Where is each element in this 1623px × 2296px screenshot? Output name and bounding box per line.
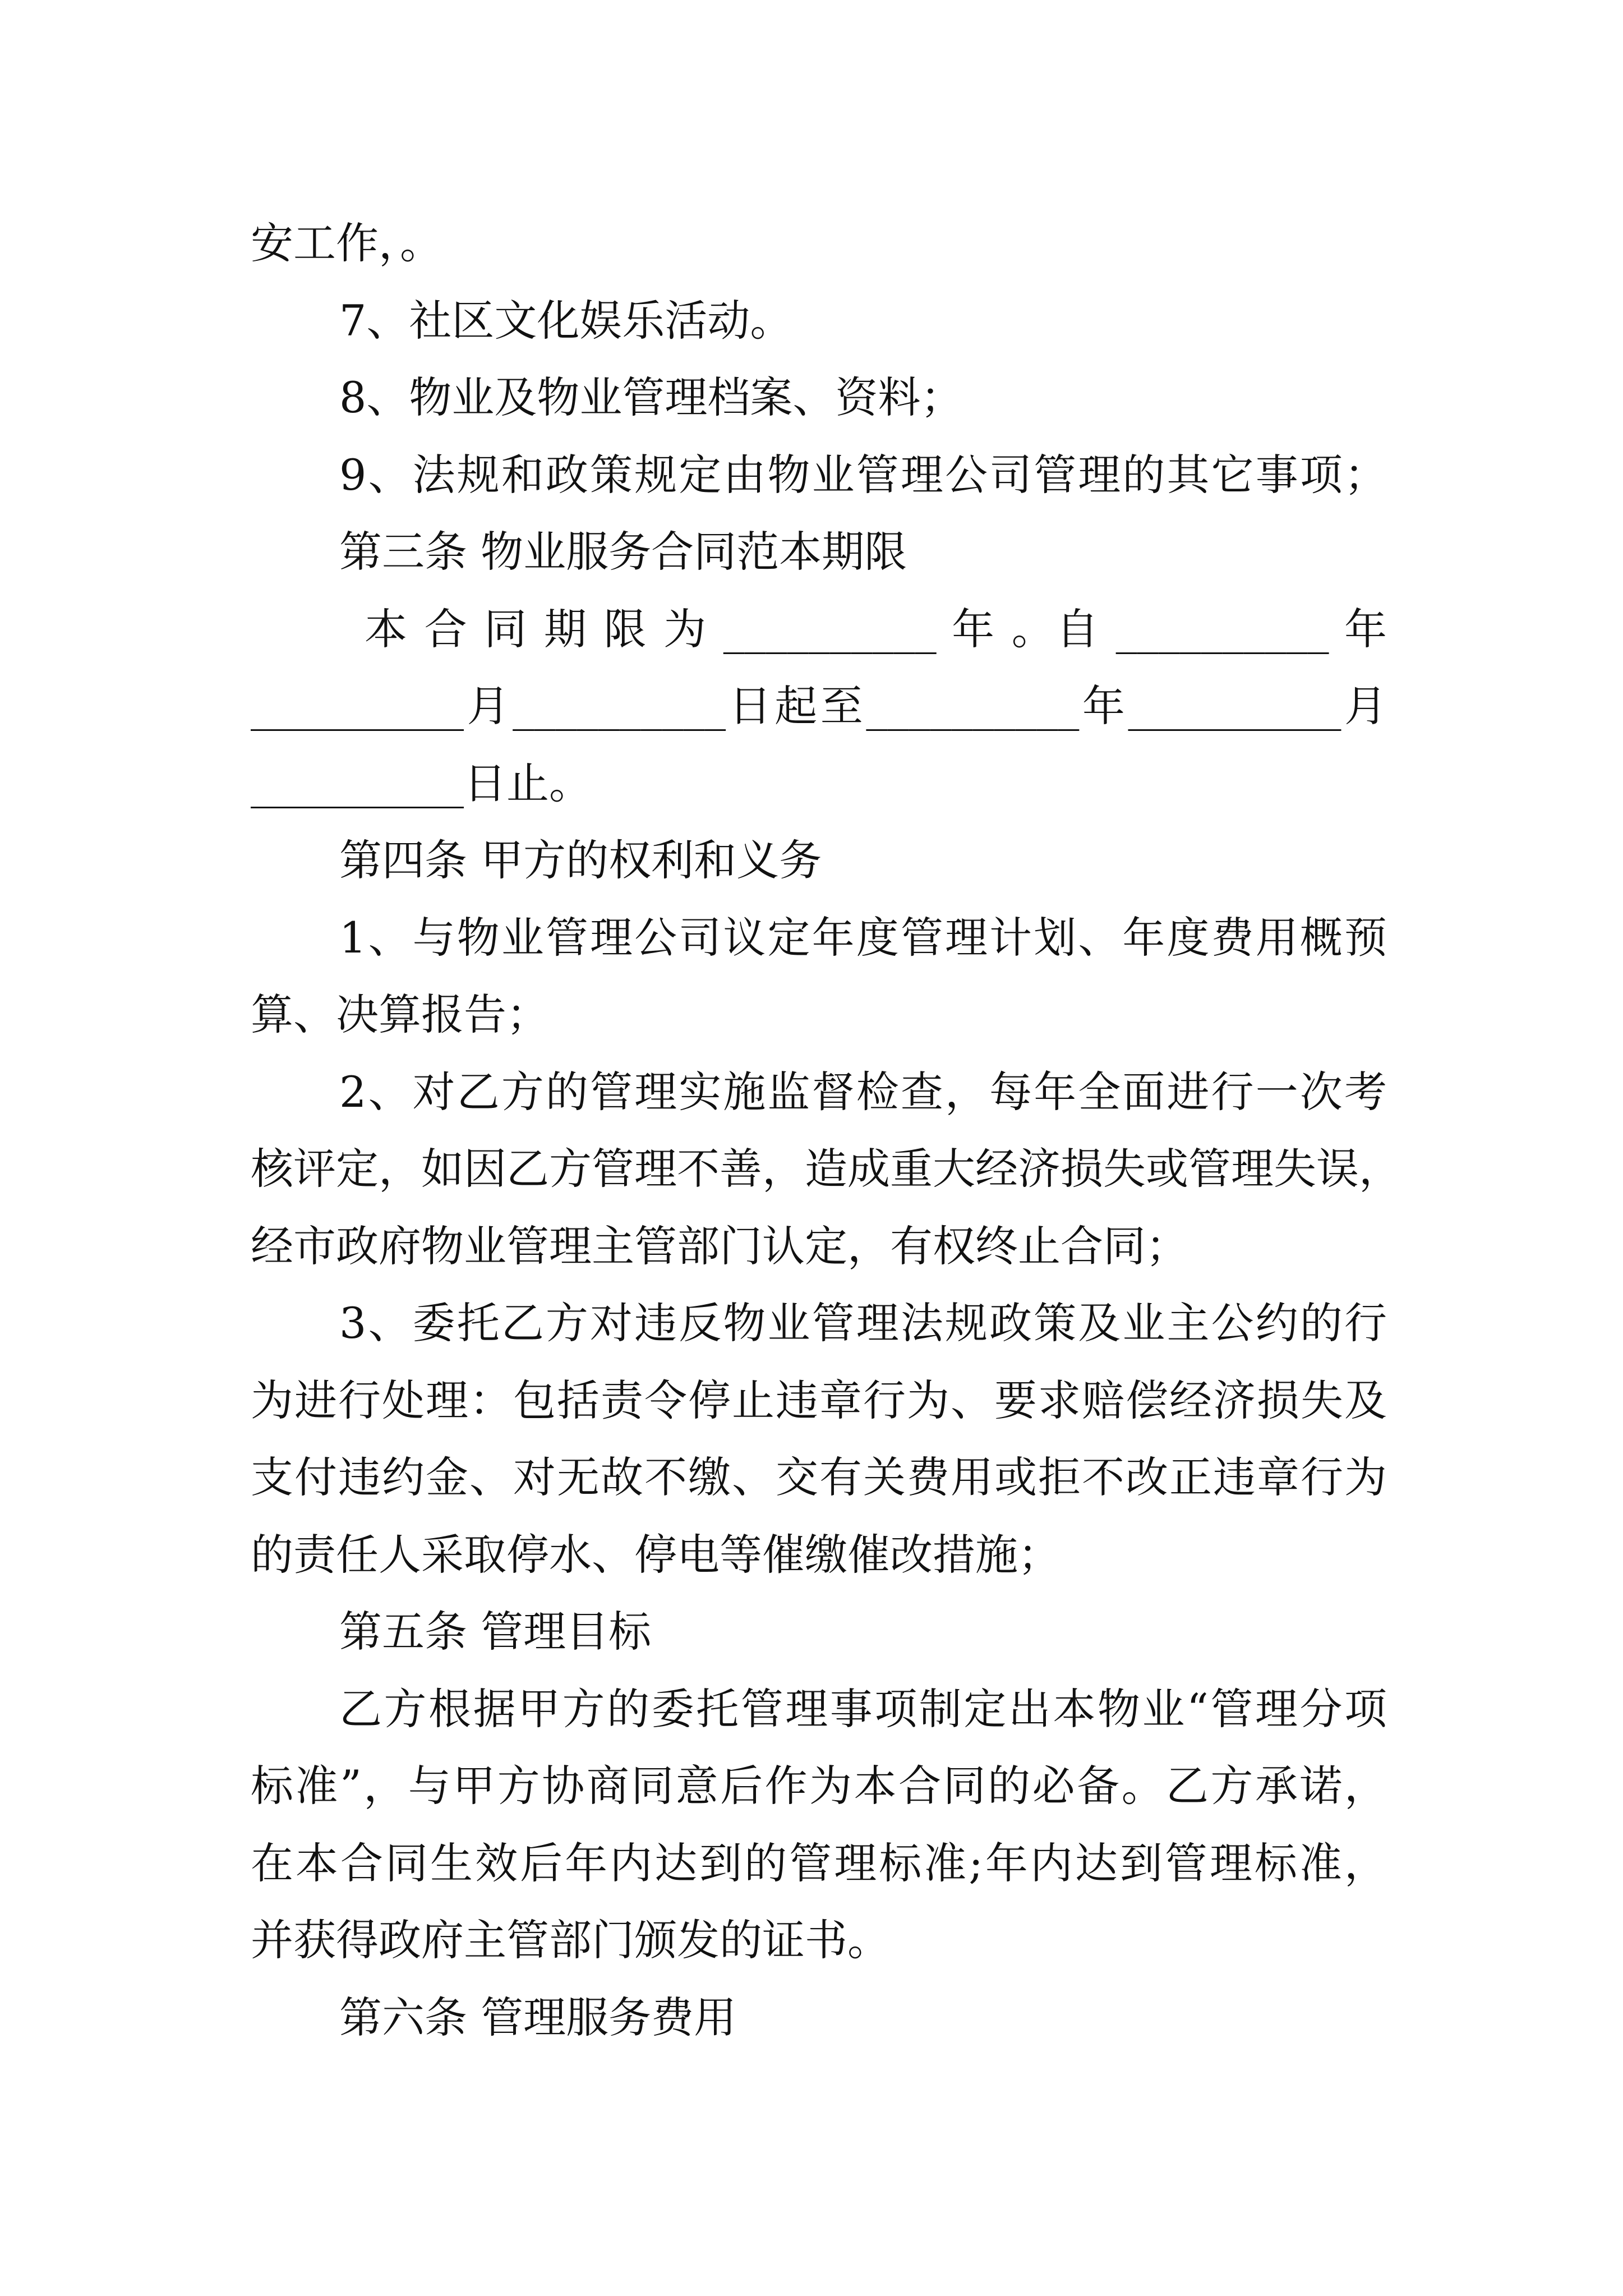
section-heading: 第三条 物业服务合同范本期限 (339, 527, 907, 577)
section-heading: 第五条 管理目标 (339, 1607, 652, 1657)
text-line: 标准”，与甲方协商同意后作为本合同的必备。乙方承诺， (251, 1761, 1387, 1811)
list-item: 2、对乙方的管理实施监督检查，每年全面进行一次考 (339, 1067, 1387, 1117)
text-line: 算、决算报告； (251, 990, 549, 1039)
text-line: 在本合同生效后年内达到的管理标准;年内达到管理标准， (251, 1838, 1387, 1888)
section-heading: 第六条 管理服务费用 (339, 1993, 737, 2042)
list-item: 7、社区文化娱乐活动。 (339, 296, 793, 346)
text-line: __________日止。 (251, 758, 592, 808)
text-line: 的责任人采取停水、停电等催缴催改措施； (251, 1530, 1061, 1580)
section-heading: 第四条 甲方的权利和义务 (339, 835, 822, 885)
text-line: 安工作，。 (251, 218, 442, 268)
list-item: 3、委托乙方对违反物业管理法规政策及业主公约的行 (339, 1298, 1387, 1348)
list-item: 8、物业及物业管理档案、资料； (339, 372, 963, 422)
list-item: 9、法规和政策规定由物业管理公司管理的其它事项； (339, 450, 1387, 500)
text-line: __________月__________日起至__________年__________月 (251, 681, 1387, 731)
list-item: 1、与物业管理公司议定年度管理计划、年度费用概预 (339, 913, 1387, 963)
text-line: 支付违约金、对无故不缴、交有关费用或拒不改正违章行为 (251, 1452, 1387, 1502)
text-line: 乙方根据甲方的委托管理事项制定出本物业“管理分项 (339, 1684, 1387, 1734)
text-line: 经市政府物业管理主管部门认定，有权终止合同； (251, 1221, 1188, 1271)
text-line: 核评定，如因乙方管理不善，造成重大经济损失或管理失误， (251, 1144, 1401, 1194)
text-line: 并获得政府主管部门颁发的证书。 (251, 1915, 890, 1965)
text-line: 本 合 同 期 限 为 __________ 年 。自 __________ 年 (365, 604, 1387, 654)
text-line: 为进行处理：包括责令停止违章行为、要求赔偿经济损失及 (251, 1375, 1387, 1425)
